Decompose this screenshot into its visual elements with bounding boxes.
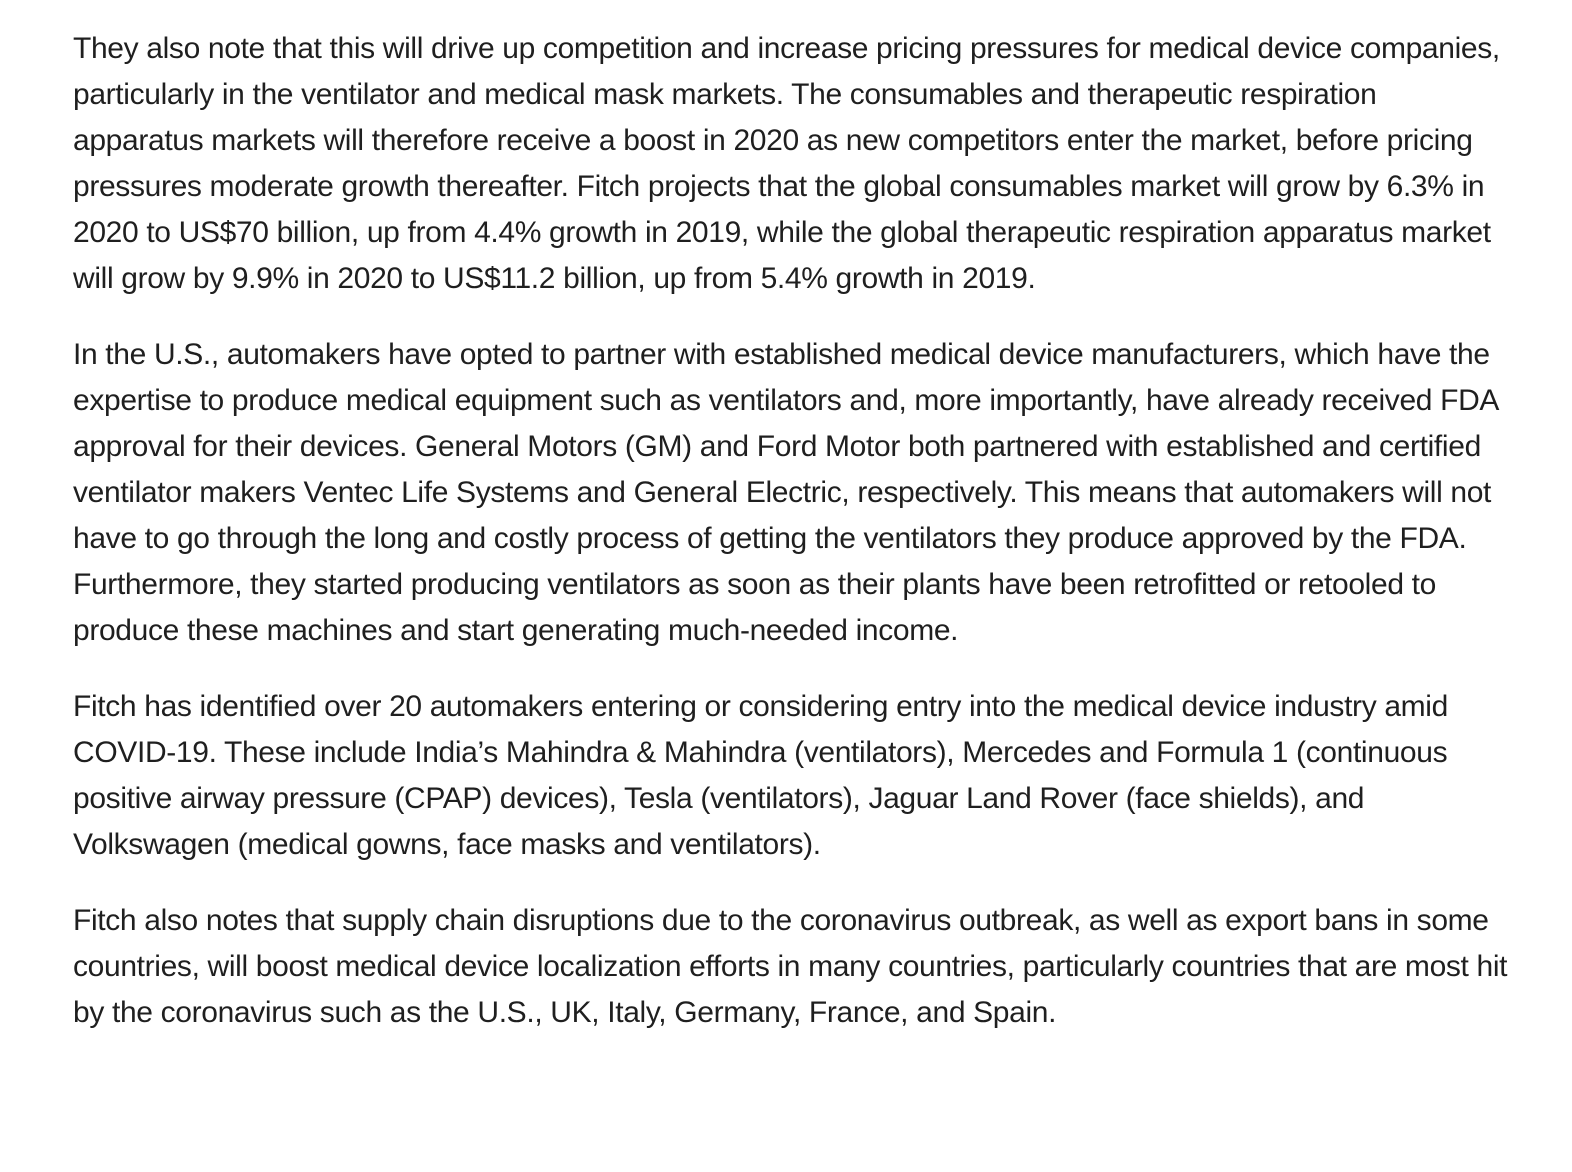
paragraph-pricing-pressures: They also note that this will drive up competition and increase pricing pressures for medical device companies, particularly in the ventilator and medical mask markets. The consumables and therapeutic respiration apparatus markets will therefore receive a boost in 2020 as new competitors enter the market, before pricing pressures moderate growth thereafter. Fitch projects that the global consumables market will grow by 6.3% in 2020 to US$70 billion, up from 4.4% growth in 2019, while the global therapeutic respiration apparatus market will grow by 9.9% in 2020 to US$11.2 billion, up from 5.4% growth in 2019. bbox=[73, 32, 1500, 295]
paragraph-us-automakers: In the U.S., automakers have opted to partner with established medical device manufacturers, which have the expertise to produce medical equipment such as ventilators and, more importantly, have already received FDA approval for their devices. General Motors (GM) and Ford Motor both partnered with established and certified ventilator makers Ventec Life Systems and General Electric, respectively. This means that automakers will not have to go through the long and costly process of getting the ventilators they produce approved by the FDA. Furthermore, they started producing ventilators as soon as their plants have been retrofitted or retooled to produce these machines and start generating much-needed income. bbox=[73, 338, 1498, 647]
paragraph-localization: Fitch also notes that supply chain disruptions due to the coronavirus outbreak, as well as export bans in some countries, will boost medical device localization efforts in many countries, particularly countries that are most hit by the coronavirus such as the U.S., UK, Italy, Germany, France, and Spain. bbox=[73, 904, 1508, 1029]
article-body bbox=[73, 26, 1513, 1036]
paragraph-automakers-list: Fitch has identified over 20 automakers entering or considering entry into the medical device industry amid COVID-19. These include India’s Mahindra & Mahindra (ventilators), Mercedes and Formula 1 (continuous positive airway pressure (CPAP) devices), Tesla (ventilators), Jaguar Land Rover (face shields), and Volkswagen (medical gowns, face masks and ventilators). bbox=[73, 690, 1448, 861]
